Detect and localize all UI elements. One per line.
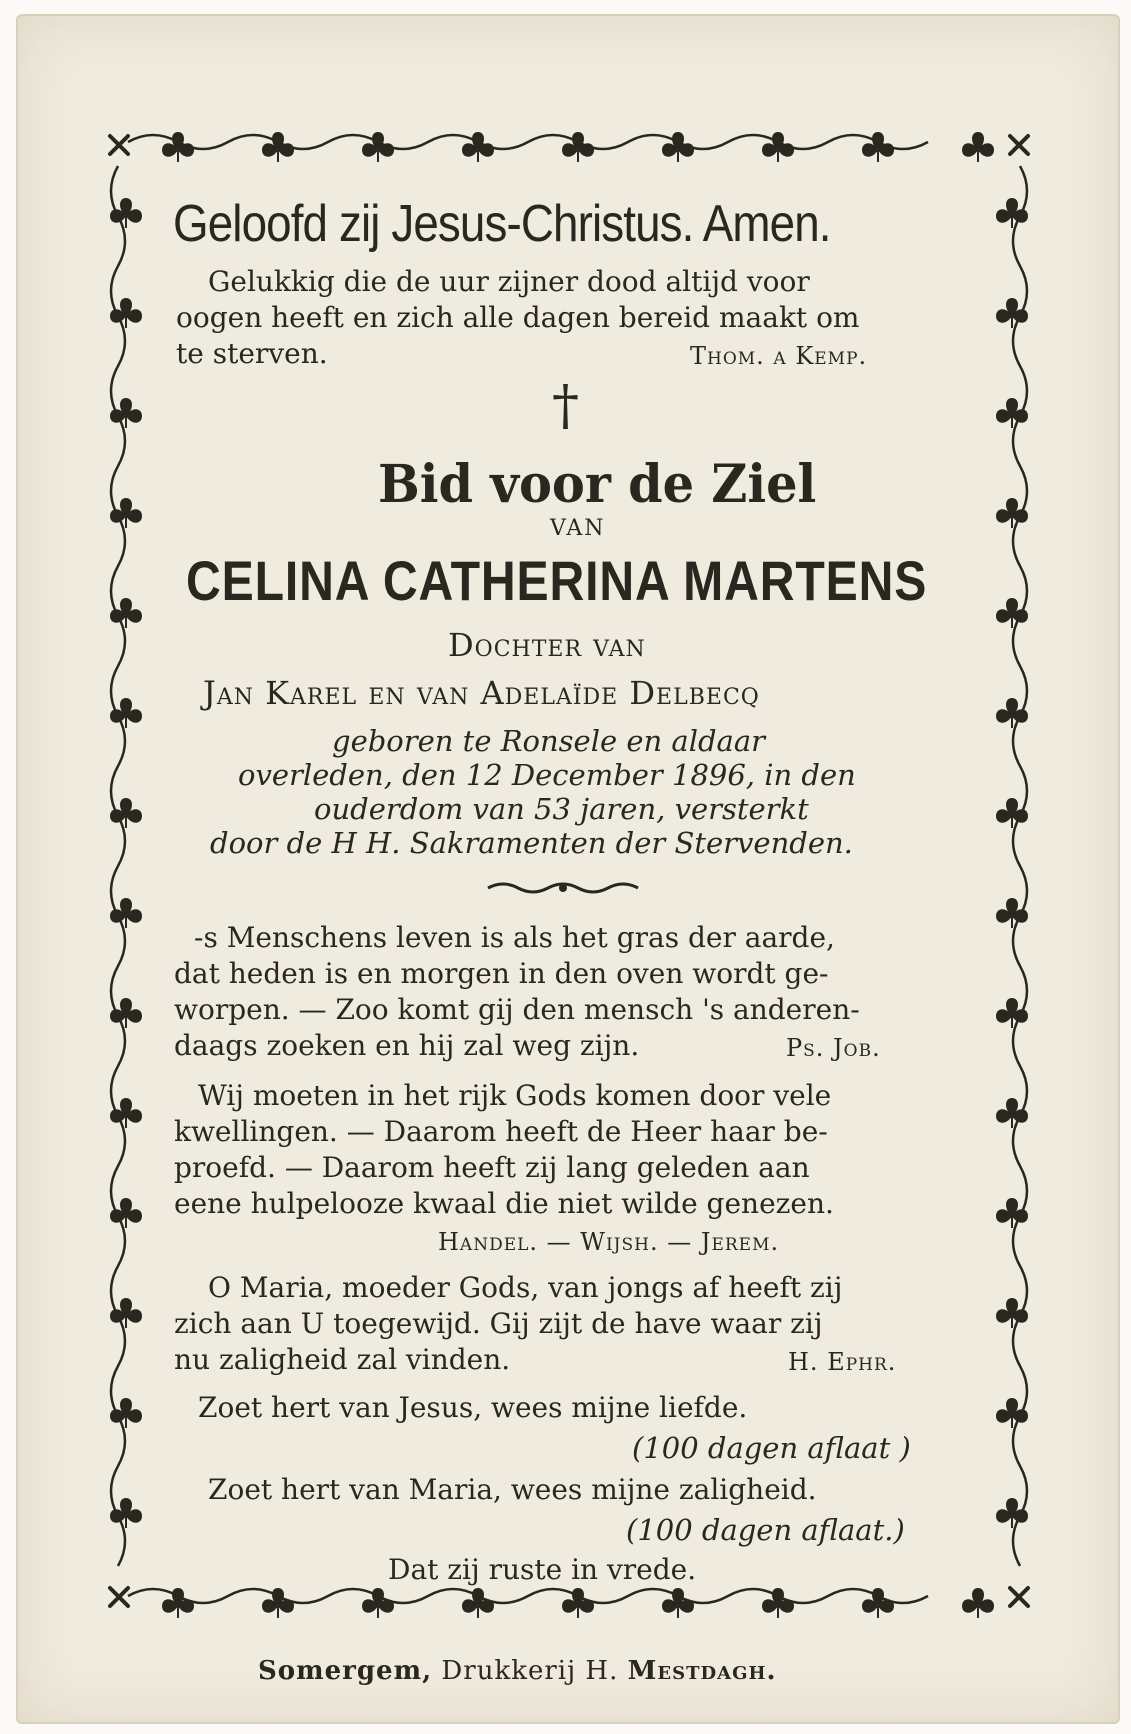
right-border-leaves	[996, 198, 1028, 1528]
printer-town: Somergem,	[258, 1656, 433, 1686]
memorial-card	[16, 14, 1120, 1724]
cross-icon: †	[552, 374, 579, 437]
left-border-leaves	[110, 198, 142, 1528]
parents-names: Jan Karel en van Adelaïde Delbecq	[203, 674, 760, 712]
indulgence-2: (100 dagen aflaat.)	[626, 1513, 905, 1547]
intro-line-2: oogen heeft en zich alle dagen bereid maakt om	[176, 301, 860, 334]
van-label: VAN	[550, 516, 606, 541]
dochter-van: Dochter van	[448, 626, 646, 664]
bio-line-1: geboren te Ronsele en aldaar	[332, 724, 766, 758]
printer-name: Mestdagh.	[627, 1656, 777, 1686]
verse3-attribution: H. Ephr.	[788, 1348, 897, 1376]
bio-line-3: ouderdom van 53 jaren, versterkt	[314, 792, 809, 826]
verse2-line-2: kwellingen. — Daarom heeft de Heer haar be-	[174, 1115, 828, 1148]
intro-line-1: Gelukkig die de uur zijner dood altijd voor	[208, 265, 810, 298]
verse1-line-1: -s Menschens leven is als het gras der aarde,	[194, 921, 835, 954]
left-border-vine	[111, 166, 125, 1566]
prayer-heading: Bid voor de Ziel	[378, 454, 817, 515]
verse2-line-1: Wij moeten in het rijk Gods komen door vele	[198, 1079, 832, 1112]
aspiration-maria: Zoet hert van Maria, wees mijne zaligheid.	[208, 1473, 817, 1506]
verse3-line-1: O Maria, moeder Gods, van jongs af heeft zij	[208, 1271, 843, 1304]
printer-shop: Drukkerij H.	[441, 1656, 619, 1686]
divider-ornament	[488, 884, 638, 892]
verse3-line-2: zich aan U toegewijd. Gij zijt de have waar zij	[174, 1307, 823, 1340]
bio-line-2: overleden, den 12 December 1896, in den	[238, 758, 856, 792]
printer-imprint	[258, 1656, 777, 1686]
bottom-border-vine	[128, 1589, 928, 1603]
top-border-leaves	[162, 132, 994, 162]
verse1-line-4: daags zoeken en hij zal weg zijn.	[174, 1029, 640, 1062]
deceased-name: CELINA CATHERINA MARTENS	[186, 549, 928, 612]
right-border-vine	[1013, 166, 1027, 1566]
bio-line-4: door de H H. Sakramenten der Stervenden.	[210, 826, 853, 860]
intro-line-3: te sterven.	[176, 337, 328, 370]
top-border-vine	[128, 135, 928, 149]
verse1-line-3: worpen. — Zoo komt gij den mensch 's anderen-	[174, 993, 860, 1026]
card-title: Geloofd zij Jesus-Christus. Amen.	[173, 195, 831, 253]
verse1-attribution: Ps. Job.	[786, 1034, 881, 1062]
verse1-line-2: dat heden is en morgen in den oven wordt ge-	[174, 957, 829, 990]
verse2-attribution: Handel. — Wijsh. — Jerem.	[438, 1228, 780, 1256]
intro-attribution: Thom. a Kemp.	[690, 342, 868, 370]
verse2-line-4: eene hulpelooze kwaal die niet wilde genezen.	[174, 1187, 834, 1220]
verse2-line-3: proefd. — Daarom heeft zij lang geleden aan	[174, 1151, 810, 1184]
closing-line: Dat zij ruste in vrede.	[388, 1553, 697, 1586]
aspiration-jesus: Zoet hert van Jesus, wees mijne liefde.	[198, 1391, 748, 1424]
indulgence-1: (100 dagen aflaat )	[632, 1431, 911, 1465]
verse3-line-3: nu zaligheid zal vinden.	[174, 1343, 511, 1376]
